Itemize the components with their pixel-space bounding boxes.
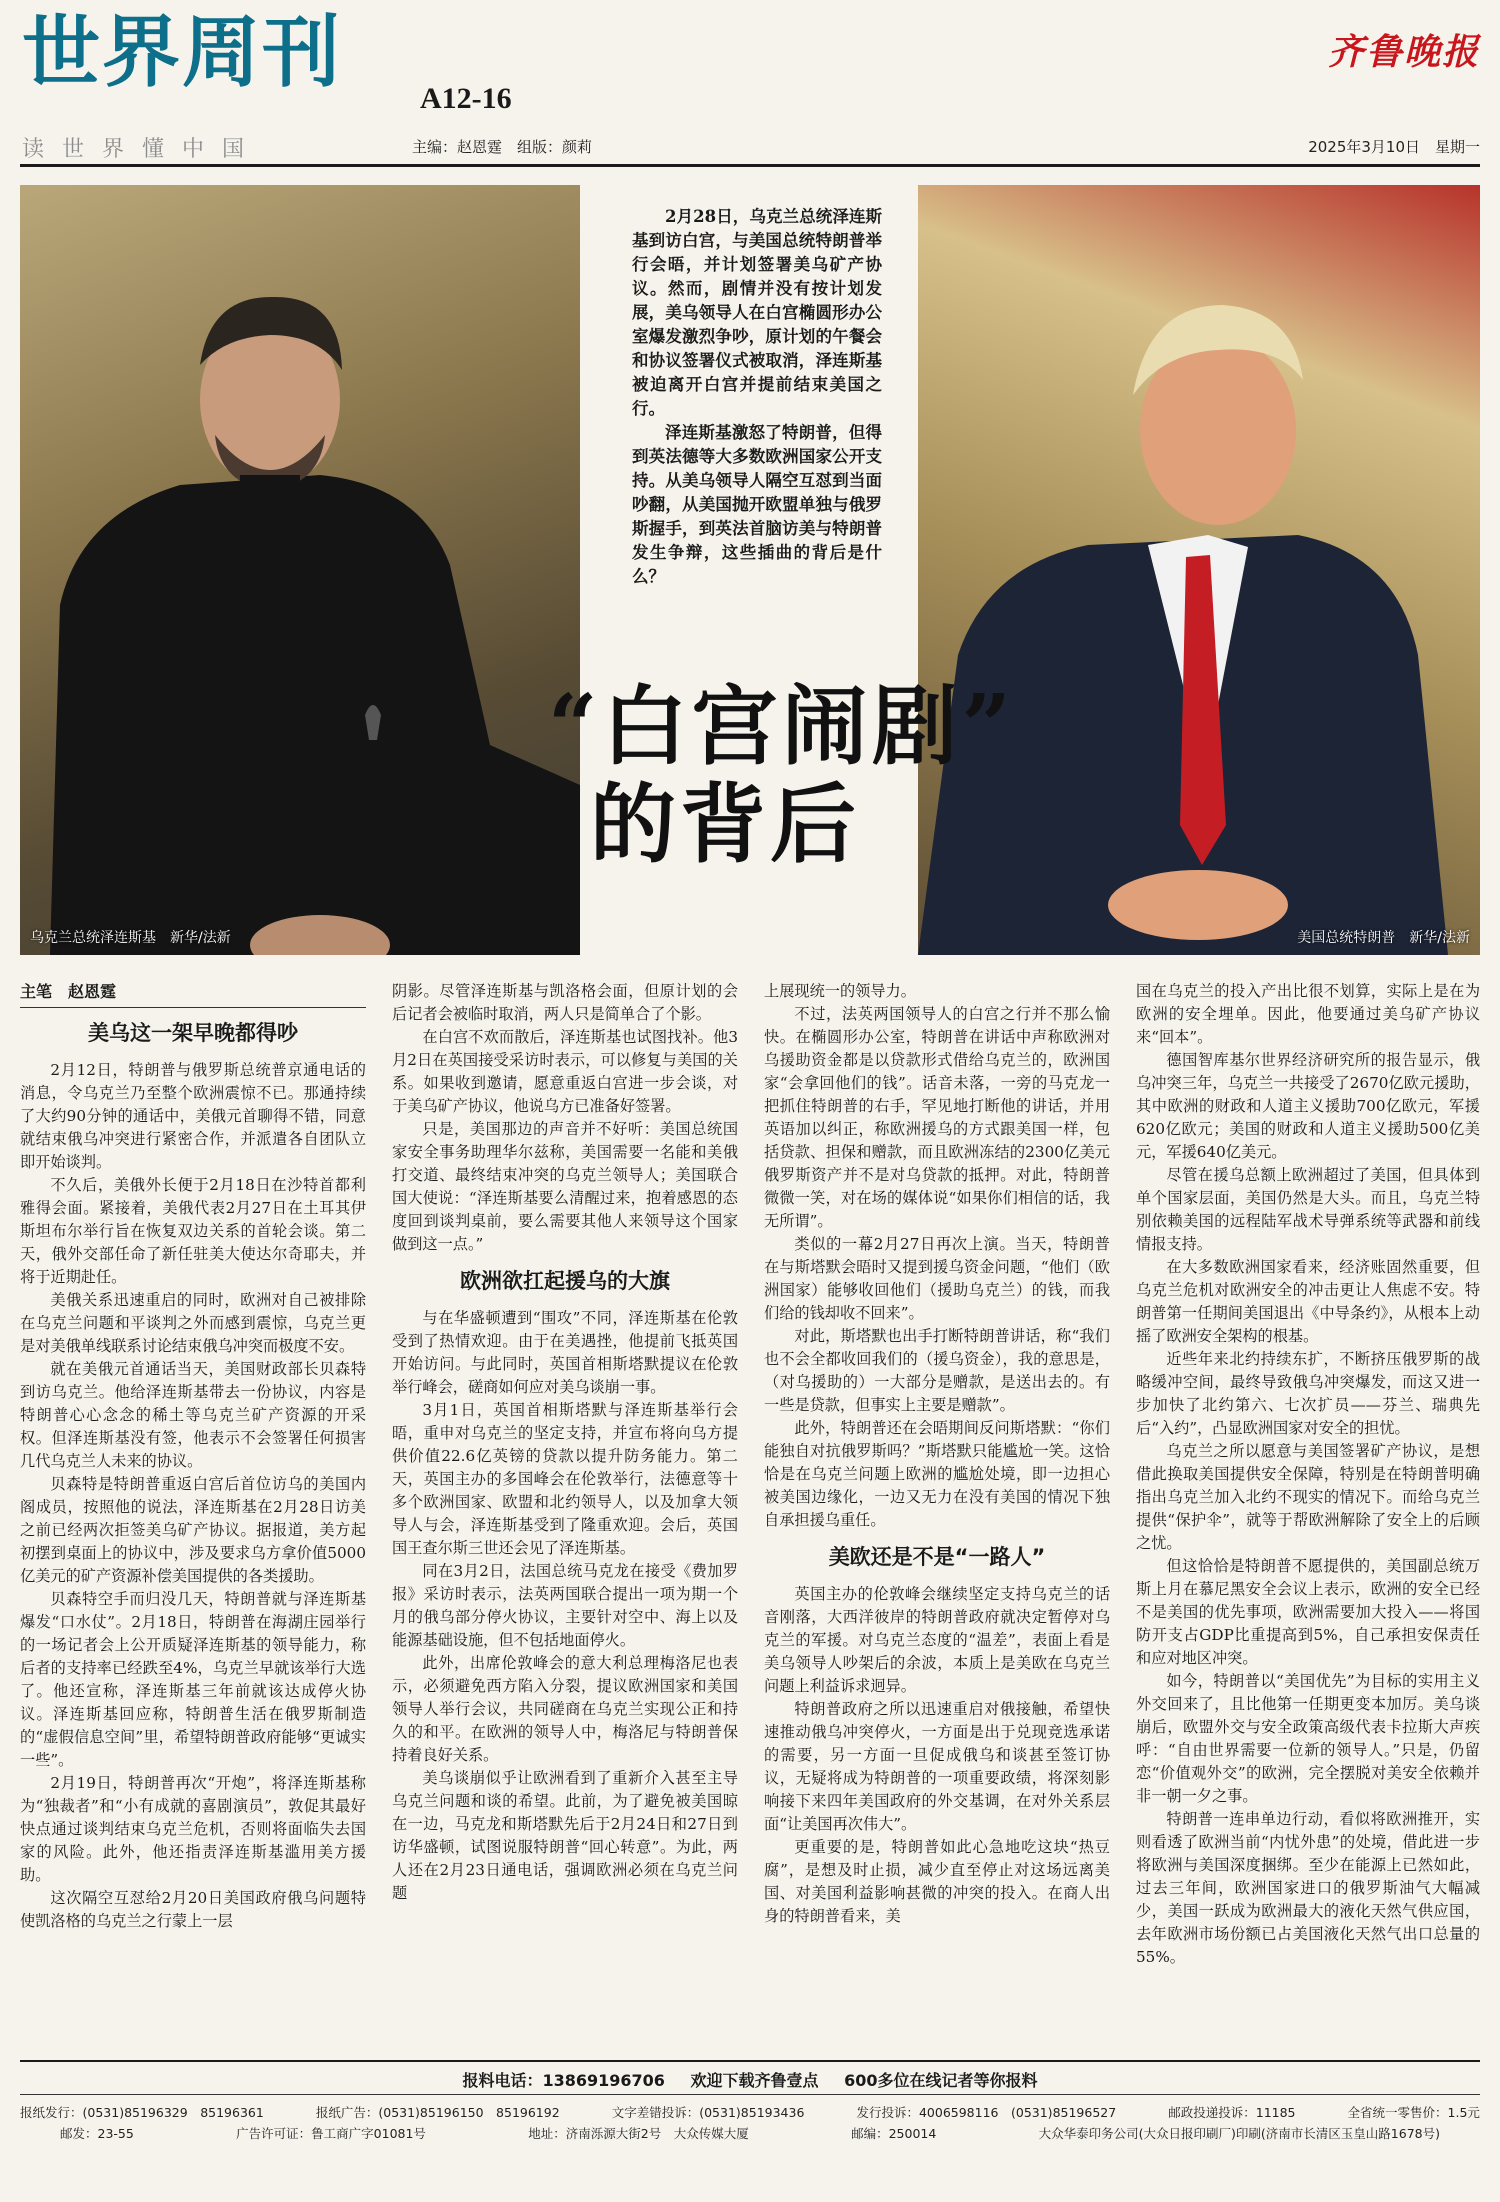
article-body bbox=[20, 980, 1480, 2055]
masthead-rule bbox=[20, 164, 1480, 167]
footer-item: 全省统一零售价：1.5元 bbox=[1347, 2105, 1480, 2120]
intro-summary bbox=[632, 205, 882, 589]
article-paragraph: 近些年来北约持续东扩，不断挤压俄罗斯的战略缓冲空间，最终导致俄乌冲突爆发，而这又进一步加快了北约第六、七次扩员——芬兰、瑞典先后“入约”，凸显欧洲国家对安全的担忧。 bbox=[1136, 1350, 1480, 1437]
article-paragraph: 国在乌克兰的投入产出比很不划算，实际上是在为欧洲的安全埋单。因此，他要通过美乌矿产协议来“回本”。 bbox=[1136, 982, 1480, 1046]
footer-item: 大众华泰印务公司(大众日报印刷厂)印刷(济南市长清区玉皇山路1678号) bbox=[1038, 2126, 1440, 2141]
article-column-3 bbox=[764, 980, 1110, 2055]
left-photo-caption: 乌克兰总统泽连斯基 新华/法新 bbox=[30, 930, 231, 946]
article-paragraph: 阴影。尽管泽连斯基与凯洛格会面，但原计划的会后记者会被临时取消，两人只是简单合了个影。 bbox=[392, 982, 738, 1023]
article-paragraph: 此外，特朗普还在会晤期间反问斯塔默：“你们能独自对抗俄罗斯吗？”斯塔默只能尴尬一笑。这恰恰是在乌克兰问题上欧洲的尴尬处境，即一边担心被美国边缘化，一边又无力在没有美国的情况下独自承担援乌重任。 bbox=[764, 1419, 1110, 1529]
footer-item: 邮编：250014 bbox=[851, 2126, 937, 2141]
footer-item: 地址：济南泺源大街2号 大众传媒大厦 bbox=[528, 2126, 749, 2141]
newspaper-logo: 齐鲁晚报 bbox=[1327, 31, 1480, 73]
hotline: 报料电话：13869196706 bbox=[462, 2071, 665, 2090]
article-column-2 bbox=[392, 980, 738, 2055]
app-download: 欢迎下载齐鲁壹点 bbox=[690, 2071, 819, 2090]
article-paragraph: 对此，斯塔默也出手打断特朗普讲话，称“我们也不会全都收回我们的（援乌资金），我的意思是，（对乌援助的）一大部分是赠款，是送出去的。有一些是贷款，但事实上主要是赠款”。 bbox=[764, 1327, 1110, 1414]
article-paragraph: 更重要的是，特朗普如此心急地吃这块“热豆腐”，是想及时止损，减少直至停止对这场远离美国、对美国利益影响甚微的冲突的投入。在商人出身的特朗普看来，美 bbox=[764, 1838, 1110, 1925]
article-paragraph: 这次隔空互怼给2月20日美国政府俄乌问题特使凯洛格的乌克兰之行蒙上一层 bbox=[20, 1889, 366, 1930]
right-photo-caption: 美国总统特朗普 新华/法新 bbox=[1297, 930, 1470, 946]
article-paragraph: 乌克兰之所以愿意与美国签署矿产协议，是想借此换取美国提供安全保障，特别是在特朗普明确指出乌克兰加入北约不现实的情况下。而给乌克兰提供“保护伞”，就等于帮欧洲解除了安全上的后顾之忧。 bbox=[1136, 1442, 1480, 1552]
article-paragraph: 3月1日，英国首相斯塔默与泽连斯基举行会晤，重申对乌克兰的坚定支持，并宣布将向乌方提供价值22.6亿英镑的贷款以提升防务能力。第二天，英国主办的多国峰会在伦敦举行，法德意等十多个欧洲国家、欧盟和北约领导人，以及加拿大领导人与会，泽连斯基受到了隆重欢迎。会后，英国国王查尔斯三世还会见了泽连斯基。 bbox=[392, 1401, 738, 1557]
footer-item: 文字差错投诉：(0531)85193436 bbox=[611, 2105, 805, 2120]
footer-item: 邮发：23-55 bbox=[60, 2126, 134, 2141]
article-paragraph: 不过，法英两国领导人的白宫之行并不那么愉快。在椭圆形办公室，特朗普在讲话中声称欧洲对乌援助资金都是以贷款形式借给乌克兰的，欧洲国家“会拿回他们的钱”。话音未落，一旁的马克龙一把抓住特朗普的右手，罕见地打断他的讲话，并用英语加以纠正，称欧洲援乌的方式跟美国一样，包括贷款、担保和赠款，而且欧洲冻结的2300亿美元俄罗斯资产并不是对乌贷款的抵押。对此，特朗普微微一笑，对在场的媒体说“如果你们相信的话，我无所谓”。 bbox=[764, 1005, 1110, 1230]
article-column-1 bbox=[20, 980, 366, 2055]
footer-contacts bbox=[20, 2094, 1480, 2121]
masthead-title: 世界周刊 bbox=[22, 7, 343, 98]
article-paragraph: 美俄关系迅速重启的同时，欧洲对自己被排除在乌克兰问题和平谈判之外而感到震惊，乌克兰更是对美俄单线联系讨论结束俄乌冲突而极度不安。 bbox=[20, 1291, 366, 1355]
article-paragraph: 类似的一幕2月27日再次上演。当天，特朗普在与斯塔默会晤时又提到援乌资金问题，“他们（欧洲国家）能够收回他们（援助乌克兰）的钱，而我们给的钱却收不回来”。 bbox=[764, 1235, 1110, 1322]
article-paragraph: 2月12日，特朗普与俄罗斯总统普京通电话的消息，令乌克兰乃至整个欧洲震惊不已。那通持续了大约90分钟的通话中，美俄元首聊得不错，同意就结束俄乌冲突进行紧密合作，并派遣各自团队立即开始谈判。 bbox=[20, 1061, 366, 1171]
article-paragraph: 但这恰恰是特朗普不愿提供的，美国副总统万斯上月在慕尼黑安全会议上表示，欧洲的安全已经不是美国的优先事项，欧洲需要加大投入——将国防开支占GDP比重提高到5%，自己承担安保责任和应对地区冲突。 bbox=[1136, 1557, 1480, 1667]
article-paragraph: 英国主办的伦敦峰会继续坚定支持乌克兰的话音刚落，大西洋彼岸的特朗普政府就决定暂停对乌克兰的军援。对乌克兰态度的“温差”，表面上看是美乌领导人吵架后的余波，本质上是美欧在乌克兰问题上利益诉求迥异。 bbox=[764, 1585, 1110, 1695]
article-paragraph: 2月19日，特朗普再次“开炮”，将泽连斯基称为“独裁者”和“小有成就的喜剧演员”，敦促其最好快点通过谈判结束乌克兰危机，否则将面临失去国家的风险。此外，他还指责泽连斯基滥用美方援助。 bbox=[20, 1774, 366, 1884]
article-paragraph: 只是，美国那边的声音并不好听：美国总统国家安全事务助理华尔兹称，美国需要一名能和美俄打交道、最终结束冲突的乌克兰领导人；美国联合国大使说：“泽连斯基要么清醒过来，抱着感恩的态度回到谈判桌前，要么需要其他人来领导这个国家做到这一点。” bbox=[392, 1120, 738, 1253]
main-headline bbox=[548, 678, 1015, 874]
zelensky-illustration bbox=[20, 185, 580, 955]
byline: 主笔 赵恩霆 bbox=[20, 980, 366, 1008]
article-paragraph: 在大多数欧洲国家看来，经济账固然重要，但乌克兰危机对欧洲安全的冲击更让人焦虑不安。特朗普第一任期间美国退出《中导条约》，从根本上动摇了欧洲安全架构的根基。 bbox=[1136, 1258, 1480, 1345]
masthead-slogan: 读世界懂中国 bbox=[22, 137, 263, 162]
article-paragraph: 尽管在援乌总额上欧洲超过了美国，但具体到单个国家层面，美国仍然是大头。而且，乌克兰特别依赖美国的远程陆军战术导弹系统等武器和前线情报支持。 bbox=[1136, 1166, 1480, 1253]
article-paragraph: 此外，出席伦敦峰会的意大利总理梅洛尼也表示，必须避免西方陷入分裂，提议欧洲国家和美国领导人举行会议，共同磋商在乌克兰实现公正和持久的和平。在欧洲的领导人中，梅洛尼与特朗普保持着良好关系。 bbox=[392, 1654, 738, 1764]
footer-hotline-bar bbox=[20, 2060, 1480, 2091]
section-title: 欧洲欲扛起援乌的大旗 bbox=[460, 1269, 670, 1293]
headline-line-1: “白宫闹剧” bbox=[548, 676, 1015, 777]
article-paragraph: 同在3月2日，法国总统马克龙在接受《费加罗报》采访时表示，法英两国联合提出一项为期一个月的俄乌部分停火协议，主要针对空中、海上以及能源基础设施，但不包括地面停火。 bbox=[392, 1562, 738, 1649]
headline-line-2: 的背后 bbox=[590, 774, 860, 875]
article-paragraph: 如今，特朗普以“美国优先”为目标的实用主义外交回来了，且比他第一任期更变本加厉。美乌谈崩后，欧盟外交与安全政策高级代表卡拉斯大声疾呼：“自由世界需要一位新的领导人。”只是，仍留恋“价值观外交”的欧洲，完全摆脱对美安全依赖并非一朝一夕之事。 bbox=[1136, 1672, 1480, 1805]
footer-item: 邮政投递投诉：11185 bbox=[1168, 2105, 1296, 2120]
footer-item: 报纸发行：(0531)85196329 85196361 bbox=[20, 2105, 264, 2120]
page-code: A12-16 bbox=[420, 82, 512, 115]
article-paragraph: 上展现统一的领导力。 bbox=[764, 982, 916, 1000]
section-title: 美欧还是不是“一路人” bbox=[828, 1545, 1046, 1569]
article-paragraph: 特朗普政府之所以迅速重启对俄接触，希望快速推动俄乌冲突停火，一方面是出于兑现竞选承诺的需要，另一方面一旦促成俄乌和谈甚至签订协议，无疑将成为特朗普的一项重要政绩，将深刻影响接下来四年美国政府的外交基调，在对外关系层面“让美国再次伟大”。 bbox=[764, 1700, 1110, 1833]
article-paragraph: 美乌谈崩似乎让欧洲看到了重新介入甚至主导乌克兰问题和谈的希望。此前，为了避免被美国晾在一边，马克龙和斯塔默先后于2月24日和27日到访华盛顿，试图说服特朗普“回心转意”。为此，两人还在2月23日通电话，强调欧洲必须在乌克兰问题 bbox=[392, 1769, 738, 1902]
zelensky-photo bbox=[20, 185, 580, 955]
footer-item: 发行投诉：4006598116 (0531)85196527 bbox=[856, 2105, 1117, 2120]
editors-line: 主编：赵恩霆 组版：颜莉 bbox=[412, 138, 593, 156]
article-column-4 bbox=[1136, 980, 1480, 2055]
article-paragraph: 在白宫不欢而散后，泽连斯基也试图找补。他3月2日在英国接受采访时表示，可以修复与美国的关系。如果收到邀请，愿意重返白宫进一步会谈，对于美乌矿产协议，他说乌方已准备好签署。 bbox=[392, 1028, 738, 1115]
footer-item: 广告许可证：鲁工商广字01081号 bbox=[236, 2126, 426, 2141]
intro-paragraph: 2月28日，乌克兰总统泽连斯基到访白宫，与美国总统特朗普举行会晤，并计划签署美乌矿产协议。然而，剧情并没有按计划发展，美乌领导人在白宫椭圆形办公室爆发激烈争吵，原计划的午餐会和协议签署仪式被取消，泽连斯基被迫离开白宫并提前结束美国之行。 bbox=[632, 207, 882, 418]
article-paragraph: 贝森特是特朗普重返白宫后首位访乌的美国内阁成员，按照他的说法，泽连斯基在2月28日访美之前已经两次拒签美乌矿产协议。据报道，美方起初摆到桌面上的协议中，涉及要求乌方拿价值5000亿美元的矿产资源补偿美国提供的各类援助。 bbox=[20, 1475, 366, 1585]
article-paragraph: 德国智库基尔世界经济研究所的报告显示，俄乌冲突三年，乌克兰一共接受了2670亿欧元援助，其中欧洲的财政和人道主义援助700亿欧元，军援620亿欧元；美国的财政和人道主义援助500亿美元，军援640亿美元。 bbox=[1136, 1051, 1480, 1161]
reporters-note: 600多位在线记者等你报料 bbox=[844, 2071, 1038, 2090]
article-paragraph: 不久后，美俄外长便于2月18日在沙特首都利雅得会面。紧接着，美俄代表2月27日在土耳其伊斯坦布尔举行旨在恢复双边关系的首轮会谈。第二天，俄外交部任命了新任驻美大使达尔奇耶夫，并将于近期赴任。 bbox=[20, 1176, 366, 1286]
intro-paragraph: 泽连斯基激怒了特朗普，但得到英法德等大多数欧洲国家公开支持。从美乌领导人隔空互怼到当面吵翻，从美国抛开欧盟单独与俄罗斯握手，到英法首脑访美与特朗普发生争辩，这些插曲的背后是什么？ bbox=[632, 423, 882, 586]
article-paragraph: 就在美俄元首通话当天，美国财政部长贝森特到访乌克兰。他给泽连斯基带去一份协议，内容是特朗普心心念念的稀土等乌克兰矿产资源的开采权。但泽连斯基没有签，他表示不会签署任何损害几代乌克兰人未来的协议。 bbox=[20, 1360, 366, 1470]
section-title: 美乌这一架早晚都得吵 bbox=[88, 1021, 298, 1045]
article-paragraph: 贝森特空手而归没几天，特朗普就与泽连斯基爆发“口水仗”。2月18日，特朗普在海湖庄园举行的一场记者会上公开质疑泽连斯基的领导能力，称后者的支持率已经跌至4%，乌克兰早就该举行大选了。他还宣称，泽连斯基三年前就该达成停火协议。泽连斯基回应称，特朗普生活在俄罗斯制造的“虚假信息空间”里，希望特朗普政府能够“更诚实一些”。 bbox=[20, 1590, 366, 1769]
issue-date: 2025年3月10日 星期一 bbox=[1308, 138, 1480, 156]
article-paragraph: 特朗普一连串单边行动，看似将欧洲推开，实则看透了欧洲当前“内忧外患”的处境，借此进一步将欧洲与美国深度捆绑。至少在能源上已然如此，过去三年间，欧洲国家进口的俄罗斯油气大幅减少，美国一跃成为欧洲最大的液化天然气供应国，去年欧洲市场份额已占美国液化天然气出口总量的55%。 bbox=[1136, 1810, 1480, 1966]
footer-item: 报纸广告：(0531)85196150 85196192 bbox=[315, 2105, 560, 2120]
article-paragraph: 与在华盛顿遭到“围攻”不同，泽连斯基在伦敦受到了热情欢迎。由于在美遇挫，他提前飞抵英国开始访问。与此同时，英国首相斯塔默提议在伦敦举行峰会，磋商如何应对美乌谈崩一事。 bbox=[392, 1309, 738, 1396]
footer-publisher-info bbox=[20, 2124, 1480, 2142]
